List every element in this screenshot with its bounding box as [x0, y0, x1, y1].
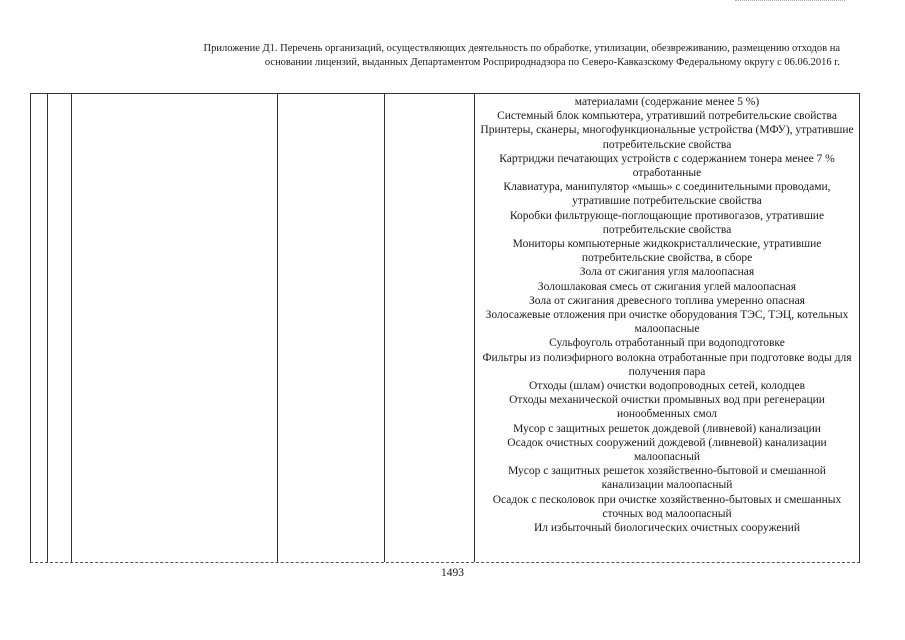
column-divider: [277, 94, 278, 562]
waste-item: Отходы механической очистки промывных вод при регенерации ионообменных смол: [509, 394, 825, 421]
waste-item: Зола от сжигания древесного топлива умеренно опасная: [529, 294, 805, 307]
column-divider: [474, 94, 475, 562]
waste-item: Фильтры из полиэфирного волокна отработанные при подготовке воды для получения пара: [482, 351, 852, 378]
waste-item: Системный блок компьютера, утративший потребительские свойства: [497, 110, 837, 123]
waste-item: Мусор с защитных решеток хозяйственно-бытовой и смешанной канализации малоопасный: [508, 465, 826, 492]
waste-item: Мусор с защитных решеток дождевой (ливневой) канализации: [513, 422, 821, 435]
column-divider: [71, 94, 72, 562]
waste-item: Принтеры, сканеры, многофункциональные устройства (МФУ), утратившие потребительские свойства: [480, 124, 854, 151]
waste-item: Осадок с песколовок при очистке хозяйственно-бытовых и смешанных сточных вод малоопасный: [492, 493, 842, 520]
page-number: 1493: [441, 567, 464, 579]
waste-item: Клавиатура, манипулятор «мышь» с соединительными проводами, утратившие потребительские свойства: [503, 181, 831, 208]
waste-item: Золошлаковая смесь от сжигания углей малоопасная: [537, 280, 797, 293]
waste-item: Ил избыточный биологических очистных сооружений: [533, 522, 800, 535]
waste-item: Зола от сжигания угля малоопасная: [579, 266, 755, 279]
waste-item: Мониторы компьютерные жидкокристаллические, утратившие потребительские свойства, в сборе: [512, 238, 822, 265]
waste-item: Коробки фильтрующе-поглощающие противогазов, утратившие потребительские свойства: [509, 209, 825, 236]
header-line-2: основании лицензий, выданных Департаментом Росприроднадзора по Северо-Кавказскому Федеральному округу с 06.06.2016 г.: [264, 56, 840, 68]
waste-item: Картриджи печатающих устройств с содержанием тонера менее 7 % отработанные: [499, 152, 835, 180]
column-divider: [47, 94, 48, 562]
waste-item: Осадок очистных сооружений дождевой (ливневой) канализации малоопасный: [507, 436, 827, 464]
waste-item: материалами (содержание менее 5 %): [574, 96, 760, 108]
header-line-1: Приложение Д1. Перечень организаций, осуществляющих деятельность по обработке, утилизации, обезвреживанию, размещению отходов на: [203, 43, 840, 54]
column-divider: [384, 94, 385, 562]
scan-artifact: [735, 0, 845, 4]
waste-item: Золосажевые отложения при очистке оборудования ТЭС, ТЭЦ, котельных малоопасные: [485, 309, 849, 336]
waste-types-cell: [477, 95, 857, 535]
waste-item: Сульфоуголь отработанный при водоподготовке: [549, 337, 785, 350]
document-header: [40, 42, 840, 69]
licenses-table: [30, 93, 860, 563]
waste-item: Отходы (шлам) очистки водопроводных сетей, колодцев: [529, 380, 805, 393]
